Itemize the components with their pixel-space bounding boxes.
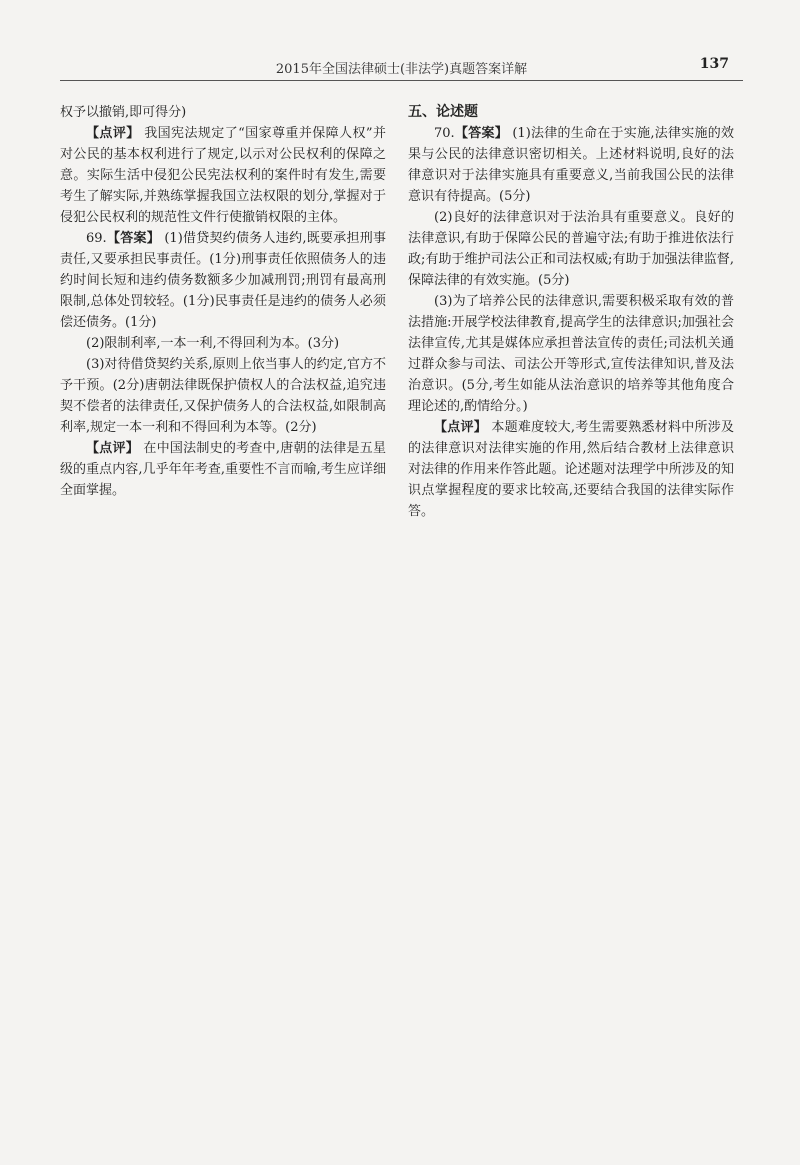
answer-70-point-3: (3)为了培养公民的法律意识,需要积极采取有效的普法措施:开展学校法律教育,提高学生的法律意识;加强社会法律宣传,尤其是媒体应承担普法宣传的责任;司法机关通过群众参与司法、司法公开等形式,宣传法律知识,普及法治意识。(5分,考生如能从法治意识的培养等其他角度合理论述的,酌情给分。) bbox=[408, 294, 734, 414]
answer-text: (1)法律的生命在于实施,法律实施的效果与公民的法律意识密切相关。上述材料说明,良好的法律意识对于法律实施具有重要意义,当前我国公民的法律意识有待提高。(5分) bbox=[408, 126, 734, 204]
section-heading: 五、论述题 bbox=[408, 104, 478, 120]
answer-69-point-2: (2)限制利率,一本一利,不得回利为本。(3分) bbox=[86, 336, 340, 351]
left-column bbox=[60, 102, 386, 501]
comment-text: 我国宪法规定了“国家尊重并保障人权”并对公民的基本权利进行了规定,以示对公民权利的保障之意。实际生活中侵犯公民宪法权利的案件时有发生,需要考生了解实际,并熟练掌握我国立法权限的划分,掌握对于侵犯公民权利的规范性文件行使撤销权限的主体。 bbox=[60, 126, 386, 225]
comment-text: 在中国法制史的考查中,唐朝的法律是五星级的重点内容,几乎年年考查,重要性不言而喻,考生应详细全面掌握。 bbox=[60, 441, 386, 498]
answer-tag: 【答案】 bbox=[106, 231, 160, 246]
question-number: 70. bbox=[434, 126, 455, 141]
comment-text: 本题难度较大,考生需要熟悉材料中所涉及的法律意识对法律实施的作用,然后结合教材上法律意识对法律的作用来作答此题。论述题对法理学中所涉及的知识点掌握程度的要求比较高,还要结合我国的法律实际作答。 bbox=[408, 420, 734, 519]
running-header bbox=[60, 50, 743, 81]
answer-69-point-3: (3)对待借贷契约关系,原则上依当事人的约定,官方不予干预。(2分)唐朝法律既保护债权人的合法权益,追究违契不偿者的法律责任,又保护债务人的合法权益,如限制高利率,规定一本一利和不得回利为本等。(2分) bbox=[60, 357, 386, 435]
answer-tag: 【答案】 bbox=[454, 126, 508, 141]
paragraph-continuation: 权予以撤销,即可得分) bbox=[60, 105, 187, 120]
answer-text: (1)借贷契约债务人违约,既要承担刑事责任,又要承担民事责任。(1分)刑事责任依照债务人的违约时间长短和违约债务数额多少加减刑罚;刑罚有最高刑限制,总体处罚较轻。(1分)民事责任是违约的债务人必须偿还债务。(1分) bbox=[60, 231, 386, 330]
page-number: 137 bbox=[699, 56, 729, 72]
right-column bbox=[408, 102, 734, 522]
answer-70-paragraph bbox=[408, 123, 734, 207]
answer-69-paragraph bbox=[60, 228, 386, 333]
comment-tag: 【点评】 bbox=[86, 441, 139, 456]
comment-paragraph bbox=[408, 417, 734, 522]
question-number: 69. bbox=[86, 231, 107, 246]
answer-70-point-2: (2)良好的法律意识对于法治具有重要意义。良好的法律意识,有助于保障公民的普遍守法;有助于推进依法行政;有助于维护司法公正和司法权威;有助于加强法律监督,保障法律的有效实施。(5分) bbox=[408, 210, 734, 288]
comment-tag: 【点评】 bbox=[86, 126, 140, 141]
header-title: 2015年全国法律硕士(非法学)真题答案详解 bbox=[275, 62, 528, 77]
comment-paragraph bbox=[60, 123, 386, 228]
comment-tag: 【点评】 bbox=[434, 420, 487, 435]
comment-paragraph bbox=[60, 438, 386, 501]
